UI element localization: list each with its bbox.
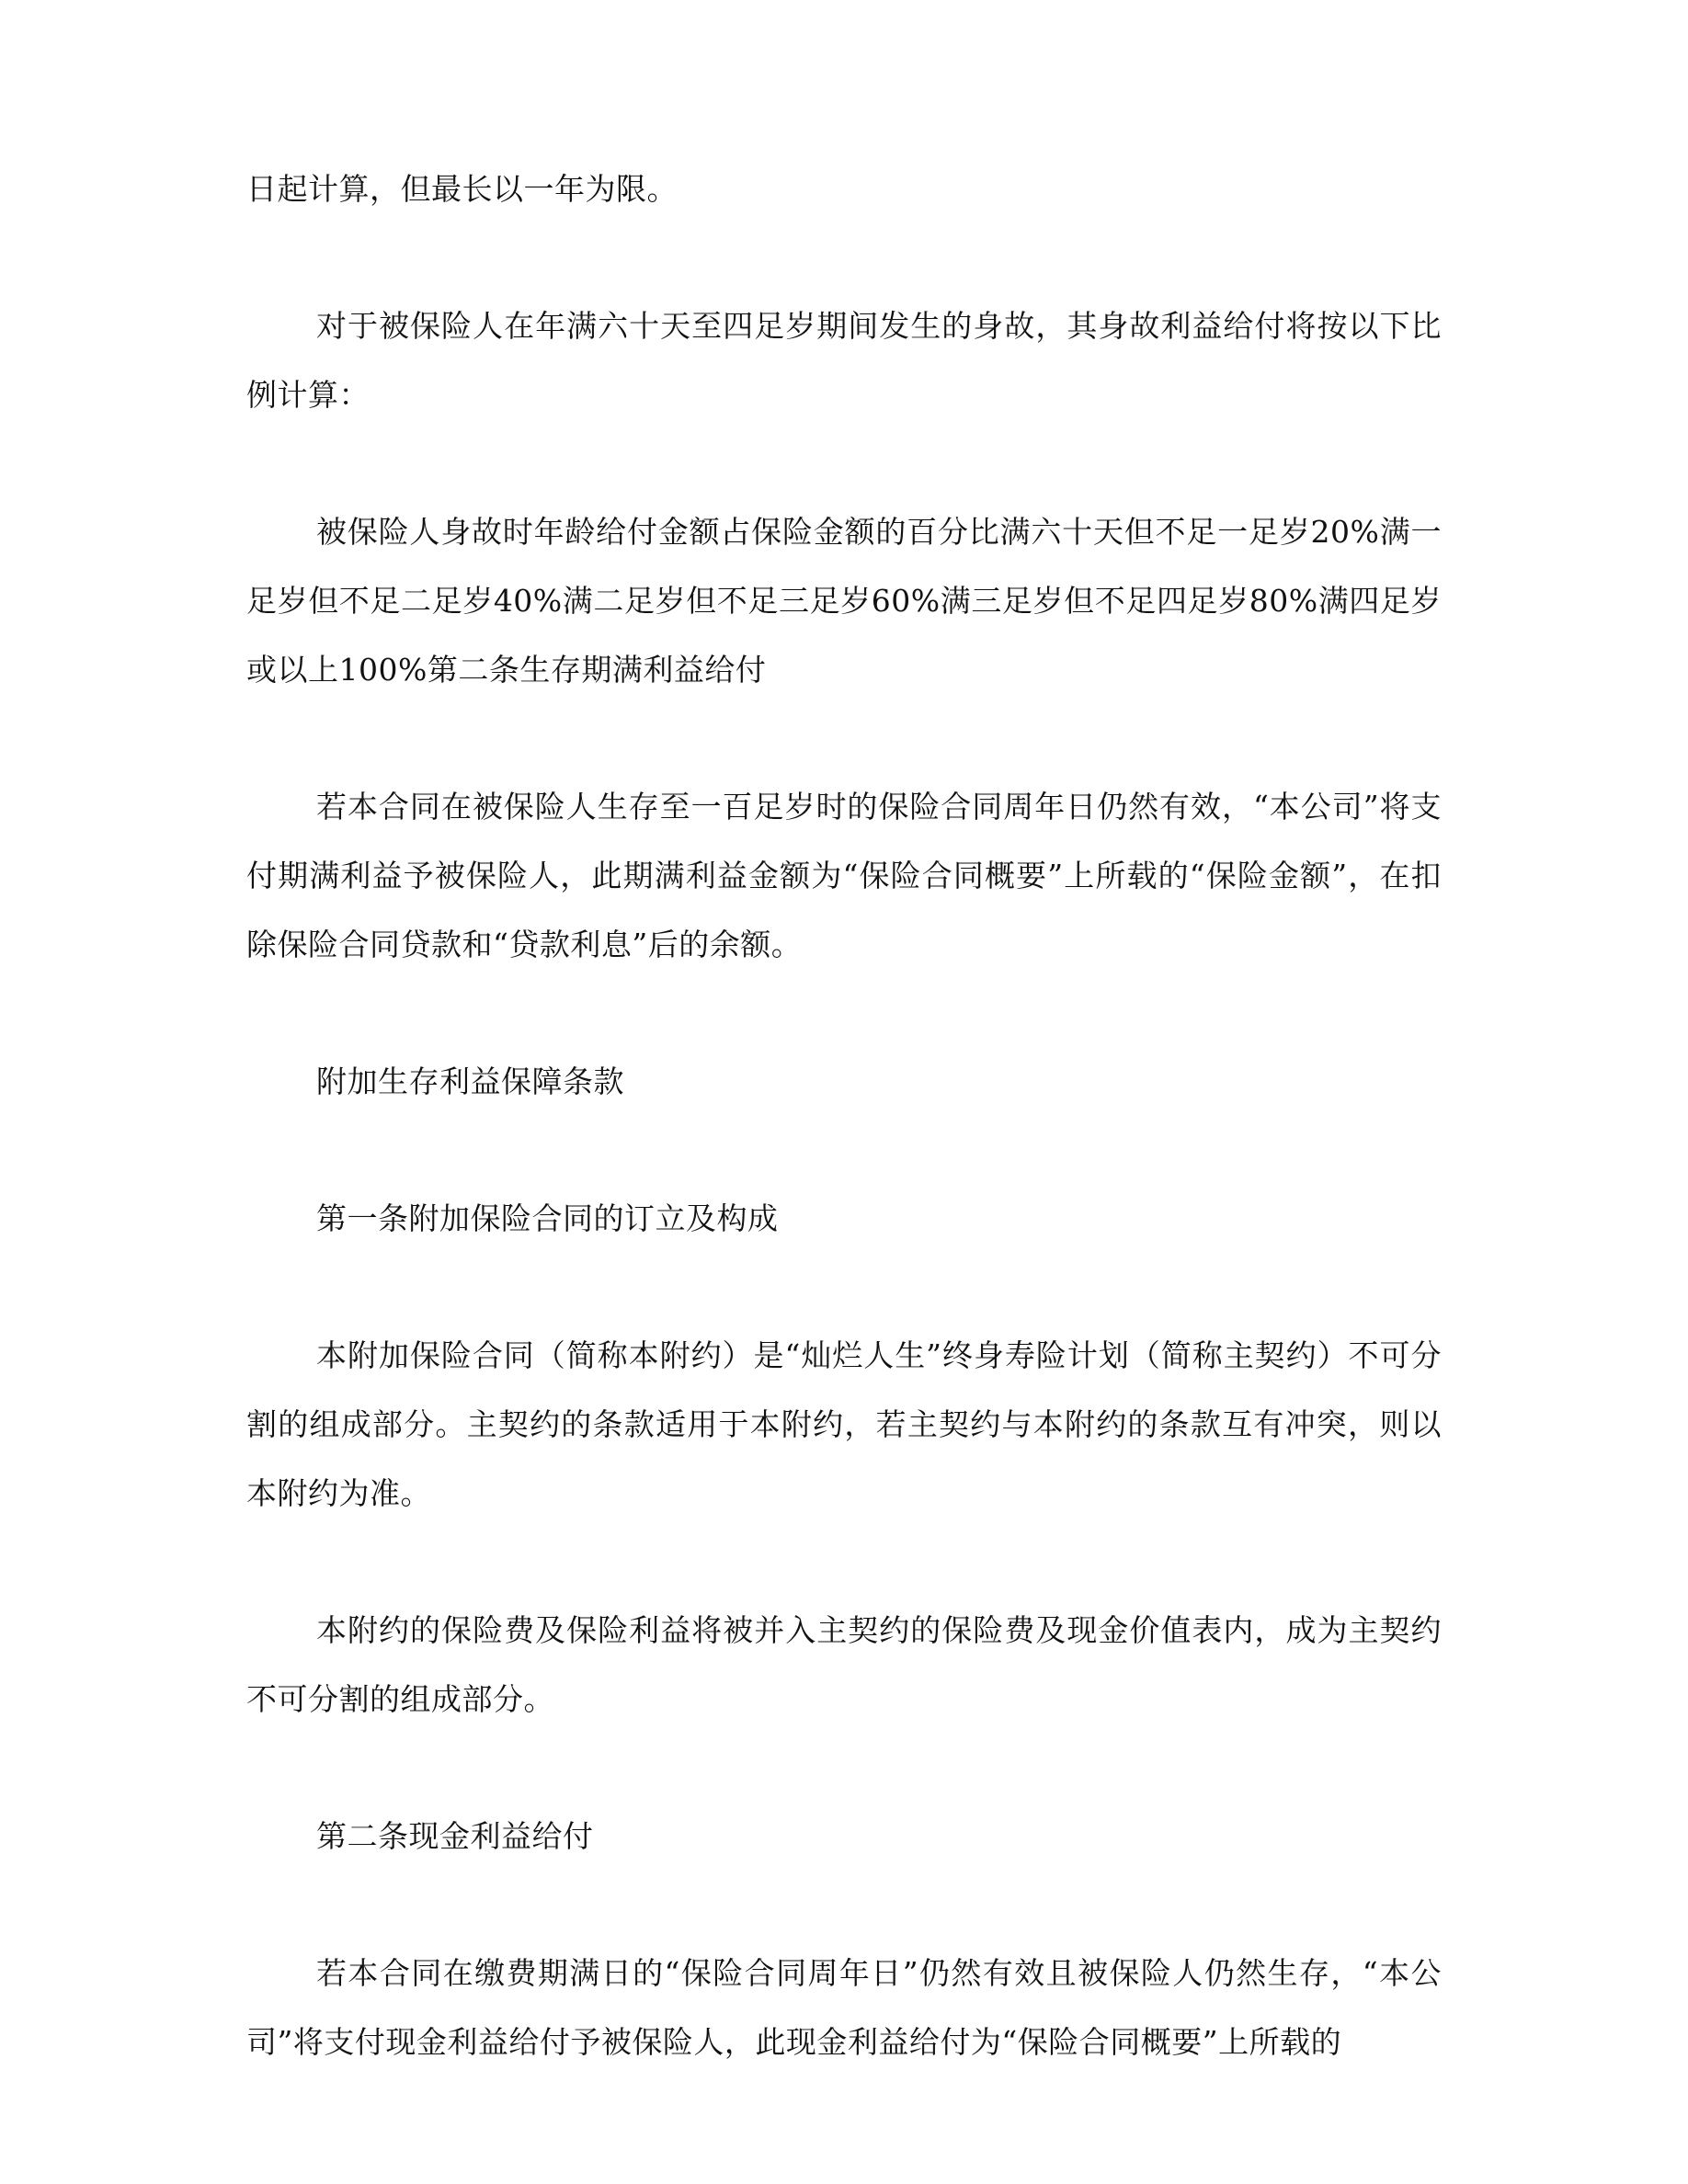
paragraph-maturity-benefit: 若本合同在被保险人生存至一百足岁时的保险合同周年日仍然有效，“本公司”将支付期满利益予被保险人，此期满利益金额为“保险合同概要”上所载的“保险金额”，在扣除保险合同贷款和“贷款利息”后的余额。 xyxy=(246,789,1442,962)
section-heading-survival-benefit: 附加生存利益保障条款 xyxy=(316,1064,624,1099)
paragraph-gap xyxy=(246,1116,1442,1184)
paragraph-gap xyxy=(246,1253,1442,1321)
document-page xyxy=(246,154,1442,2076)
paragraph-gap xyxy=(246,1528,1442,1596)
paragraph-continuation: 日起计算，但最长以一年为限。 xyxy=(246,171,678,207)
paragraph-death-benefit-ratio: 对于被保险人在年满六十天至四足岁期间发生的身故，其身故利益给付将按以下比例计算： xyxy=(246,308,1442,413)
paragraph-age-percentage-table: 被保险人身故时年龄给付金额占保险金额的百分比满六十天但不足一足岁20%满一足岁但不足二足岁40%满二足岁但不足三足岁60%满三足岁但不足四足岁80%满四足岁或以上100%第二条生存期满利益给付 xyxy=(246,514,1442,688)
paragraph-cash-benefit: 若本合同在缴费期满日的“保险合同周年日”仍然有效且被保险人仍然生存，“本公司”将支付现金利益给付予被保险人，此现金利益给付为“保险合同概要”上所载的 xyxy=(246,1955,1442,2060)
paragraph-gap xyxy=(246,1734,1442,1802)
paragraph-gap xyxy=(246,979,1442,1047)
paragraph-gap xyxy=(246,1871,1442,1939)
paragraph-rider-premium: 本附约的保险费及保险利益将被并入主契约的保险费及现金价值表内，成为主契约不可分割的组成部分。 xyxy=(246,1612,1442,1717)
article-heading-2: 第二条现金利益给付 xyxy=(316,1818,594,1854)
paragraph-rider-composition: 本附加保险合同（简称本附约）是“灿烂人生”终身寿险计划（简称主契约）不可分割的组成部分。主契约的条款适用于本附约，若主契约与本附约的条款互有冲突，则以本附约为准。 xyxy=(246,1337,1442,1511)
paragraph-gap xyxy=(246,223,1442,291)
paragraph-gap xyxy=(246,704,1442,772)
article-heading-1: 第一条附加保险合同的订立及构成 xyxy=(316,1200,779,1236)
paragraph-gap xyxy=(246,429,1442,497)
